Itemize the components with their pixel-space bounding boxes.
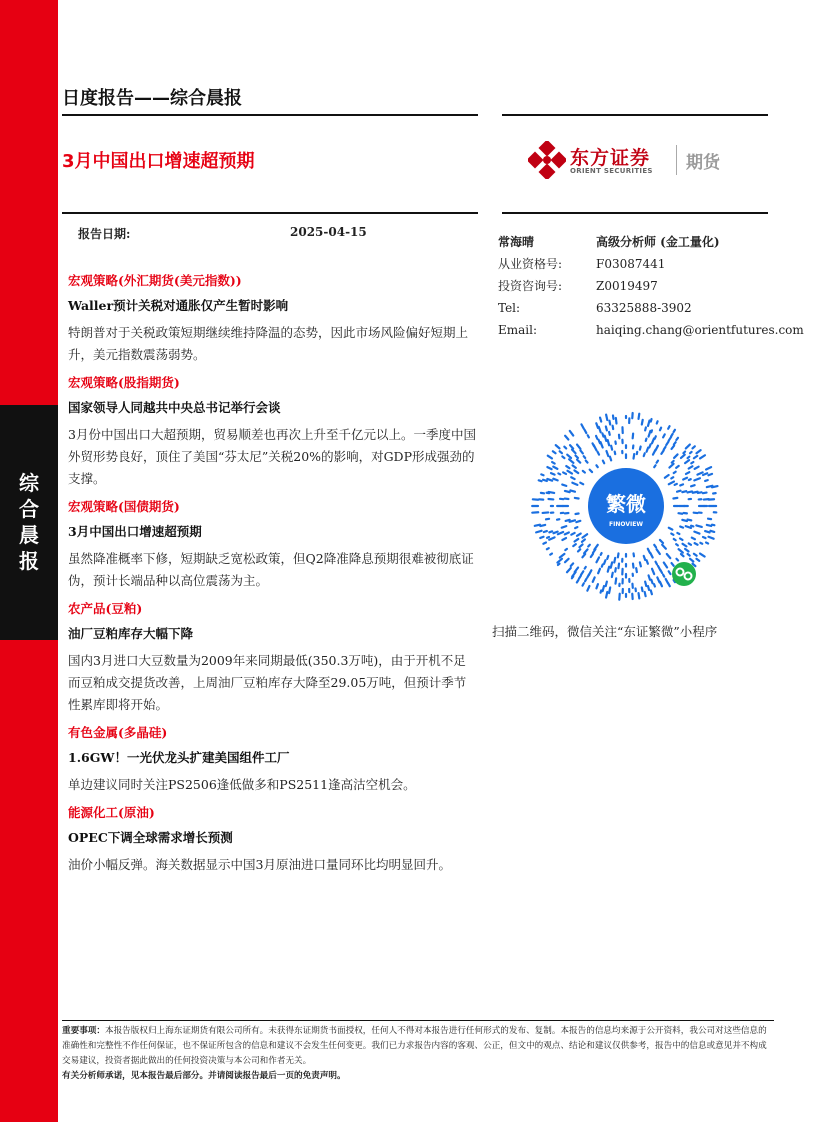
logo-divider [676,145,677,175]
sidebar-label [0,470,58,574]
section [68,496,478,598]
strategy-list [68,270,478,882]
section [68,802,478,882]
section-head: 宏观策略(国债期货) [68,499,180,514]
section-body: 国内3月进口大豆数量为2009年来同期最低(350.3万吨)，由于开机不足而豆粕成交提货改善，上周油厂豆粕库存大降至29.05万吨，但预计季节性累库即将开始。 [68,653,467,712]
logo-name-cn: 东方证券 [570,147,651,169]
section-body: 特朗普对于关税政策短期继续维持降温的态势，因此市场风险偏好短期上升，美元指数震荡弱势。 [68,325,469,362]
sidebar-char: 合 [19,497,39,521]
date-rule-right [502,212,768,214]
wechat-icon [672,562,696,586]
analyst-row-label: 从业资格号: [498,257,563,271]
analyst-row-value: F03087441 [596,257,666,271]
analyst-row-label: Email: [498,323,538,337]
date-rule-left [62,212,478,214]
analyst-header [498,231,778,253]
disclaimer-footer: 有关分析师承诺，见本报告最后部分。并请阅读报告最后一页的免责声明。 [62,1071,346,1081]
section-head: 能源化工(原油) [68,805,155,820]
header-rule-right [502,114,768,116]
section [68,722,478,802]
analyst-email[interactable]: haiqing.chang@orientfutures.com [596,323,804,337]
analyst-row-label: 投资咨询号: [498,279,563,293]
disclaimer-label: 重要事项： [62,1026,105,1036]
logo-name-en: ORIENT SECURITIES [570,167,653,175]
wechat-mini-program-code[interactable] [530,410,722,602]
report-title: 3月中国出口增速超预期 [62,151,255,172]
sidebar-char: 综 [19,471,39,495]
section-head: 宏观策略(外汇期货(美元指数)) [68,273,242,288]
section-title: 3月中国出口增速超预期 [68,524,202,539]
section-body: 油价小幅反弹。海关数据显示中国3月原油进口量同环比均明显回升。 [68,857,451,872]
analyst-title: 高级分析师 (金工量化) [596,235,720,249]
analyst-row-value: 63325888-3902 [596,301,692,315]
report-type: 日度报告——综合晨报 [62,88,242,109]
report-date-label: 报告日期: [78,227,131,241]
qr-center-text: 繁微 [606,492,646,516]
company-logo [528,139,738,181]
analyst-info [498,231,804,341]
analyst-row [498,297,778,319]
section-title: 国家领导人同越共中央总书记举行会谈 [68,400,281,415]
section-head: 有色金属(多晶硅) [68,725,168,740]
sidebar-char: 晨 [19,523,39,547]
analyst-row-label: Tel: [498,301,521,315]
analyst-row [498,275,778,297]
disclaimer [62,1024,774,1084]
section-head: 农产品(豆粕) [68,601,143,616]
sidebar-char: 报 [19,549,39,573]
analyst-row [498,319,804,341]
section-title: 油厂豆粕库存大幅下降 [68,626,194,641]
section-body: 3月份中国出口大超预期，贸易顺差也再次上升至千亿元以上。一季度中国外贸形势良好，顶住了美国“芬太尼”关税20%的影响，对GDP形成强劲的支撑。 [68,427,476,486]
section-body: 单边建议同时关注PS2506逢低做多和PS2511逢高沽空机会。 [68,777,416,792]
section-body: 虽然降准概率下修，短期缺乏宽松政策，但Q2降准降息预期很难被彻底证伪，预计长端品种以高位震荡为主。 [68,551,474,588]
qr-center-sub: FINOVIEW [609,521,643,528]
header-rule-left [62,114,478,116]
orient-logo-icon [528,141,566,179]
section-title: OPEC下调全球需求增长预测 [68,830,233,845]
analyst-name: 常海晴 [498,235,535,249]
section [68,270,478,372]
qr-caption: 扫描二维码，微信关注“东证繁微”小程序 [492,624,718,639]
section-head: 宏观策略(股指期货) [68,375,180,390]
analyst-row-value: Z0019497 [596,279,658,293]
section-title: 1.6GW！一光伏龙头扩建美国组件工厂 [68,750,290,765]
analyst-row [498,253,778,275]
footer-rule [62,1020,774,1021]
logo-sub: 期货 [686,153,720,173]
section [68,372,478,496]
report-date-value: 2025-04-15 [290,225,367,239]
section [68,598,478,722]
section-title: Waller预计关税对通胀仅产生暂时影响 [68,298,289,313]
disclaimer-text: 本报告版权归上海东证期货有限公司所有。未获得东证期货书面授权，任何人不得对本报告进行任何形式的发布、复制。本报告的信息均来源于公开资料，我公司对这些信息的准确性和完整性不作任何保证，也不保证所包含的信息和建议不会发生任何变更。我们已力求报告内容的客观、公正，但文中的观点、结论和建议仅供参考，报告中的信息或意见并不构成交易建议，投资者据此做出的任何投资决策与本公司和作者无关。 [62,1026,767,1066]
